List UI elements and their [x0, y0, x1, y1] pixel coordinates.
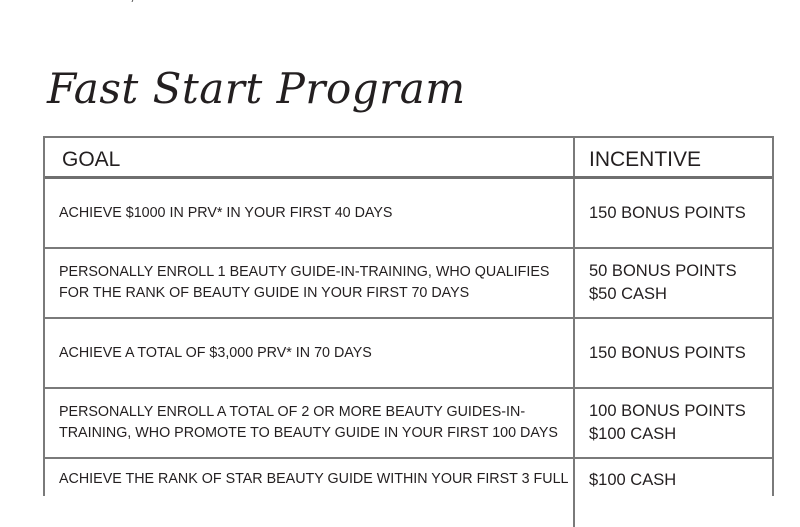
incentive-column-header: INCENTIVE	[589, 148, 702, 171]
goal-cell: ACHIEVE THE RANK OF STAR BEAUTY GUIDE WITHIN YOUR FIRST 3 FULL	[45, 459, 575, 527]
table-row	[45, 249, 772, 319]
goal-cell: PERSONALLY ENROLL 1 BEAUTY GUIDE-IN-TRAINING, WHO QUALIFIES FOR THE RANK OF BEAUTY GUIDE IN YOUR FIRST 70 DAYS	[45, 249, 575, 317]
incentive-line: $100 CASH	[589, 425, 677, 443]
incentive-cell	[575, 389, 772, 457]
incentive-line: 150 BONUS POINTS	[589, 203, 746, 222]
page-title: Fast Start Program	[47, 64, 466, 113]
incentive-line: $100 CASH	[589, 471, 677, 489]
goal-cell: PERSONALLY ENROLL A TOTAL OF 2 OR MORE BEAUTY GUIDES-IN-TRAINING, WHO PROMOTE TO BEAUTY GUIDE IN YOUR FIRST 100 DAYS	[45, 389, 575, 457]
incentive-cell	[575, 459, 772, 527]
incentive-line: $50 CASH	[589, 285, 667, 303]
fast-start-table	[43, 136, 774, 496]
table-row	[45, 179, 772, 249]
incentive-cell	[575, 179, 772, 247]
goal-cell: ACHIEVE A TOTAL OF $3,000 PRV* IN 70 DAYS	[45, 319, 575, 387]
table-header-row	[45, 138, 772, 179]
table-row	[45, 319, 772, 389]
goal-column-header: GOAL	[45, 138, 575, 176]
incentive-cell	[575, 319, 772, 387]
table-row	[45, 389, 772, 459]
incentive-line: 50 BONUS POINTS	[589, 262, 737, 280]
incentive-cell	[575, 249, 772, 317]
table-row	[45, 459, 772, 527]
incentive-line: 150 BONUS POINTS	[589, 343, 746, 362]
page-corner-mark	[128, 0, 136, 2]
goal-cell: ACHIEVE $1000 IN PRV* IN YOUR FIRST 40 DAYS	[45, 179, 575, 247]
incentive-line: 100 BONUS POINTS	[589, 402, 746, 420]
